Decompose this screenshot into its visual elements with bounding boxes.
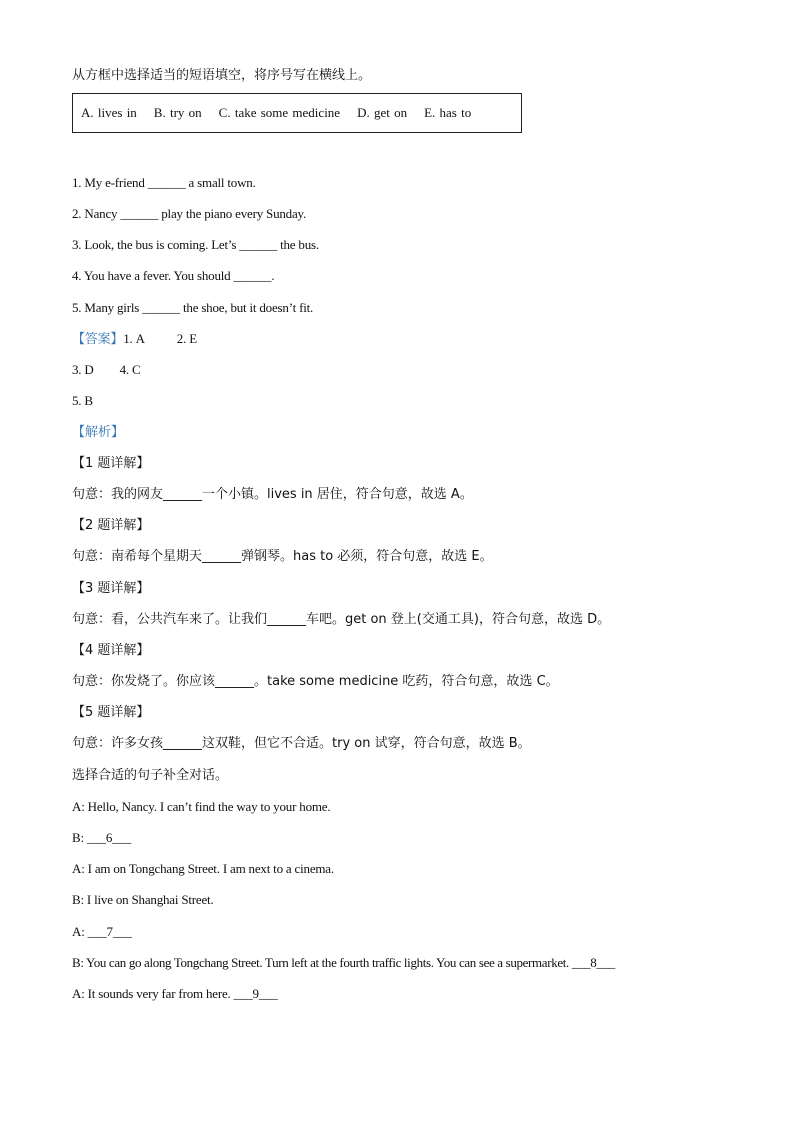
detail-label-2: 【2 题详解】 xyxy=(72,518,150,533)
instruction-heading-1: 从方框中选择适当的短语填空，将序号写在横线上。 xyxy=(72,68,372,83)
dialogue-line-5: A: ___7___ xyxy=(72,924,132,939)
detail-text-4: 句意：你发烧了。你应该______。take some medicine 吃药，符合句意，故选 C。 xyxy=(72,674,559,689)
question-4: 4. You have a fever. You should ______. xyxy=(72,268,275,283)
detail-label-4: 【4 题详解】 xyxy=(72,643,150,658)
options-box xyxy=(72,93,522,133)
detail-label-1: 【1 题详解】 xyxy=(72,456,150,471)
answer-label: 【答案】 xyxy=(72,332,124,347)
answer-2: 2. E xyxy=(176,331,197,346)
answer-line-1 xyxy=(72,330,197,349)
dialogue-line-2: B: ___6___ xyxy=(72,830,132,845)
question-3: 3. Look, the bus is coming. Let’s ______ the bus. xyxy=(72,237,319,252)
options-text: A. lives in B. try on C. take some medicine D. get on E. has to xyxy=(81,105,472,120)
answer-5: 5. B xyxy=(72,393,93,408)
detail-text-2: 句意：南希每个星期天______弹钢琴。has to 必须，符合句意，故选 E。 xyxy=(72,549,493,564)
instruction-heading-2: 选择合适的句子补全对话。 xyxy=(72,768,229,783)
detail-text-5: 句意：许多女孩______这双鞋，但它不合适。try on 试穿，符合句意，故选 B。 xyxy=(72,736,531,751)
question-1: 1. My e-friend ______ a small town. xyxy=(72,175,256,190)
dialogue-line-7: A: It sounds very far from here. ___9___ xyxy=(72,986,278,1001)
question-5: 5. Many girls ______ the shoe, but it doesn’t fit. xyxy=(72,300,314,315)
answer-line-3 xyxy=(72,392,93,410)
answer-line-2 xyxy=(72,361,140,379)
answer-1: 1. A xyxy=(123,331,145,346)
question-2: 2. Nancy ______ play the piano every Sunday. xyxy=(72,206,307,221)
dialogue-line-4: B: I live on Shanghai Street. xyxy=(72,892,214,907)
detail-label-5: 【5 题详解】 xyxy=(72,705,150,720)
answer-4: 4. C xyxy=(119,362,141,377)
detail-label-3: 【3 题详解】 xyxy=(72,581,150,596)
detail-text-3: 句意：看，公共汽车来了。让我们______车吧。get on 登上(交通工具)，符合句意，故选 D。 xyxy=(72,612,611,627)
detail-text-1: 句意：我的网友______一个小镇。lives in 居住，符合句意，故选 A。 xyxy=(72,487,473,502)
answer-3: 3. D xyxy=(72,362,94,377)
analysis-label: 【解析】 xyxy=(72,425,125,440)
dialogue-line-3: A: I am on Tongchang Street. I am next to a cinema. xyxy=(72,861,334,876)
dialogue-line-1: A: Hello, Nancy. I can’t find the way to your home. xyxy=(72,799,331,814)
dialogue-line-6: B: You can go along Tongchang Street. Turn left at the fourth traffic lights. You can see a supermarket. ___8___ xyxy=(72,955,615,970)
